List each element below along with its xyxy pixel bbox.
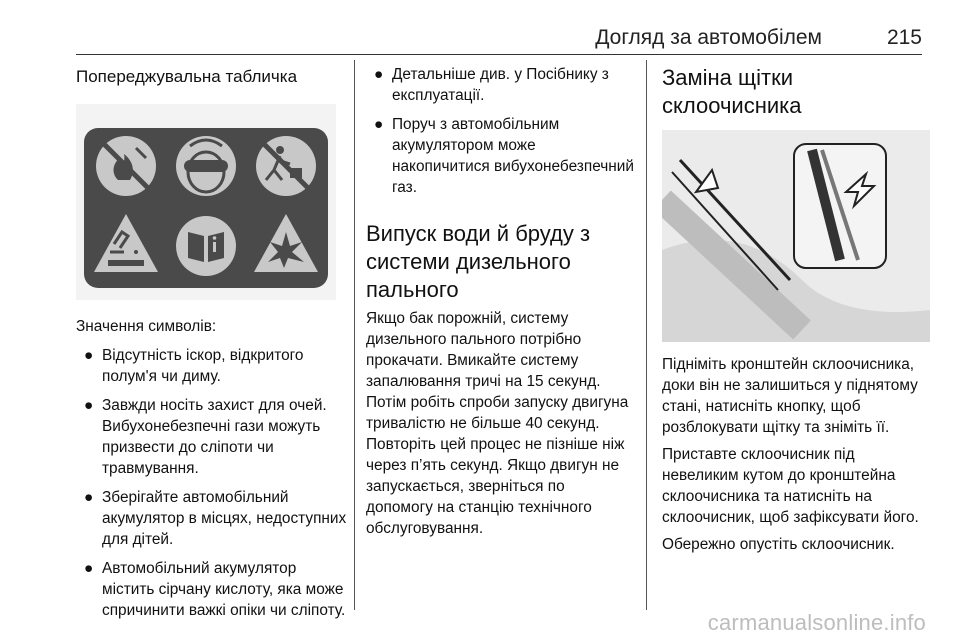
diesel-bleeding-text: Якщо бак порожній, систему дизельного пального потрібно прокачати. Вмикайте систему запалювання тричі на 15 секунд. Потім робіть спроби запуску двигуна тривалістю не більше 40 секунд. Повторіть цей процес не пізніше ніж через п’ять секунд. Якщо двигун не запускається, зверніться по допомогу на станцію технічного обслуговування.	[366, 310, 629, 537]
wiper-step-2: Приставте склоочисник під невеликим кутом до кронштейна склоочисника та натисніть на склоочисник, щоб зафіксувати його.	[662, 446, 919, 526]
bullet-icon: ●	[84, 347, 94, 364]
keep-away-children-icon	[256, 136, 316, 196]
symbols-caption: Значення символів:	[76, 318, 217, 335]
list-item: ● Завжди носіть захист для очей. Вибухонебезпечні гази можуть призвести до сліпоти чи травмування.	[84, 397, 327, 477]
list-item: ● Поруч з автомобільним акумулятором може накопичитися вибухонебезпечний газ.	[374, 116, 634, 196]
column-middle	[366, 60, 634, 539]
running-header-title: Догляд за автомобілем	[595, 26, 822, 49]
warning-label-heading: Попереджувальна табличка	[76, 67, 298, 86]
symbol-meanings-list	[76, 345, 348, 621]
bullet-icon: ●	[84, 397, 94, 414]
list-item: ● Детальніше див. у Посібнику з експлуатації.	[374, 66, 609, 104]
page-header	[76, 20, 922, 55]
watermark: carmanualsonline.info	[707, 610, 926, 635]
no-fire-icon	[96, 136, 156, 196]
corrosive-acid-icon	[94, 214, 158, 272]
continued-symbol-list	[366, 64, 634, 198]
bullet-icon: ●	[374, 66, 384, 83]
wiper-blade-illustration	[662, 130, 930, 342]
page-number: 215	[886, 26, 922, 49]
column-divider	[646, 60, 647, 610]
warning-symbols	[84, 128, 328, 288]
wiper-blade-heading: Заміна щітки склоочисника	[662, 65, 802, 118]
bullet-icon: ●	[374, 116, 384, 133]
explosive-gas-icon	[254, 214, 318, 272]
list-item: ● Відсутність іскор, відкритого полум'я чи диму.	[84, 347, 304, 385]
column-left	[76, 60, 348, 621]
eye-protection-icon	[176, 136, 236, 196]
list-item: ● Автомобільний акумулятор містить сірчану кислоту, яка може спричинити важкі опіки чи сліпоту.	[84, 560, 346, 619]
bullet-icon: ●	[84, 489, 94, 506]
column-divider	[354, 60, 355, 610]
diesel-bleeding-heading: Випуск води й бруду з системи дизельного пального	[366, 221, 591, 302]
read-manual-icon	[176, 216, 236, 276]
warning-label-illustration	[76, 104, 336, 300]
bullet-icon: ●	[84, 560, 94, 577]
list-item: ● Зберігайте автомобільний акумулятор в місцях, недоступних для дітей.	[84, 489, 347, 548]
wiper-drawing	[662, 130, 930, 342]
wiper-step-3: Обережно опустіть склоочисник.	[662, 536, 895, 553]
column-right	[662, 60, 934, 555]
warning-label-panel	[84, 128, 328, 288]
wiper-step-1: Підніміть кронштейн склоочисника, доки він не залишиться у піднятому стані, натисніть кнопку, щоб розблокувати щітку та зніміть її.	[662, 356, 918, 436]
